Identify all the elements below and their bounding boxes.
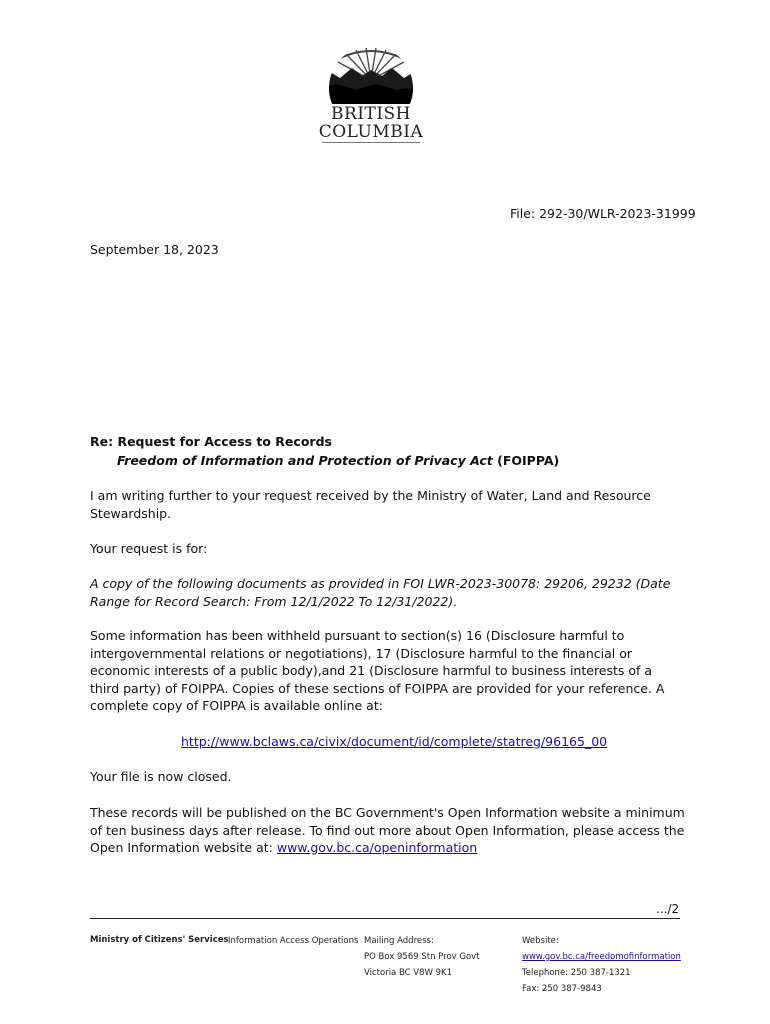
bc-logo: [316, 46, 426, 146]
logo-underline: [322, 142, 420, 143]
mailing-line2: Victoria BC V8W 9K1: [364, 968, 453, 978]
footer-divider: [90, 918, 680, 919]
mailing-line1: PO Box 9569 Stn Prov Govt: [364, 952, 480, 962]
footer-ministry: Ministry of Citizens' Services: [90, 935, 229, 945]
mailing-label: Mailing Address:: [364, 936, 434, 946]
file-reference: File: 292-30/WLR-2023-31999: [510, 206, 696, 221]
fax: Fax: 250 387-9843: [522, 984, 602, 994]
logo-wordmark-line1: BRITISH: [330, 104, 412, 124]
page-indicator: .../2: [656, 902, 680, 916]
telephone: Telephone: 250 387-1321: [522, 968, 631, 978]
subject-act: [117, 452, 559, 470]
open-info-link[interactable]: www.gov.bc.ca/openinformation: [276, 840, 478, 855]
open-info-text: These records will be published on the BC Government's Open Information website a minimum of ten business days after release. To find out more about Open Information, please access the Open Information website at:: [90, 805, 685, 855]
paragraph-intro: I am writing further to your request received by the Ministry of Water, Land and Resource Stewardship.: [90, 488, 651, 521]
paragraph-request-details: A copy of the following documents as provided in FOI LWR-2023-30078: 29206, 29232 (Date Range for Record Search: From 12/1/2022 To 12/31/2022).: [90, 576, 671, 609]
paragraph-request-label: Your request is for:: [90, 541, 208, 556]
letter-date: September 18, 2023: [90, 242, 219, 257]
footer-contact: [522, 933, 681, 997]
subject-line: Re: Request for Access to Records: [90, 434, 332, 449]
act-name: Freedom of Information and Protection of Privacy Act: [117, 453, 493, 468]
website-label: Website:: [522, 936, 559, 946]
bc-sun-mountains-icon: [316, 46, 426, 104]
paragraph-withheld: Some information has been withheld pursuant to section(s) 16 (Disclosure harmful to intergovernmental relations or negotiations), 17 (Disclosure harmful to the financial or economic interests of a public body),and 21 (Disclosure harmful to business interests of a third party) of FOIPPA. Copies of these sections of FOIPPA are provided for your reference. A complete copy of FOIPPA is available online at:: [90, 628, 665, 713]
paragraph-open-info: [90, 804, 685, 857]
footer-unit: Information Access Operations: [228, 936, 359, 946]
paragraph-closed: Your file is now closed.: [90, 769, 232, 784]
act-abbrev: (FOIPPA): [492, 453, 560, 468]
foippa-link[interactable]: http://www.bclaws.ca/civix/document/id/complete/statreg/96165_00: [181, 734, 608, 749]
footer-mailing-address: [364, 933, 480, 981]
logo-wordmark-line2: COLUMBIA: [318, 122, 424, 142]
website-link[interactable]: www.gov.bc.ca/freedomofinformation: [522, 952, 681, 962]
